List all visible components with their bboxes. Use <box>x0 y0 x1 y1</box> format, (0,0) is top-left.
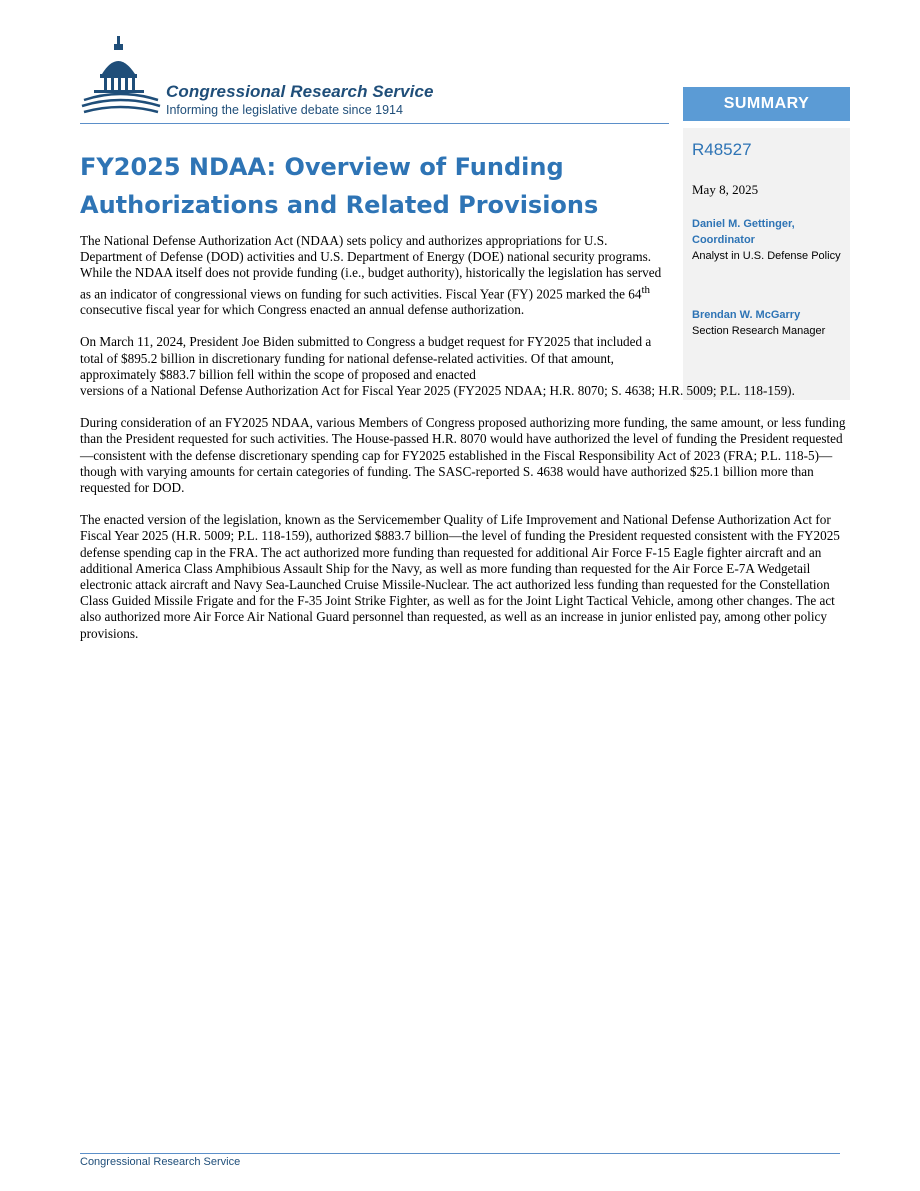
paragraph-2 <box>80 334 850 399</box>
paragraph-4: The enacted version of the legislation, known as the Servicemember Quality of Life Improvement and National Defense Authorization Act for Fiscal Year 2025 (H.R. 5009; P.L. 118-159), authorized $883.7 billion—the level of funding the President requested consistent with the FY2025 defense spending cap in the FRA. The act authorized more funding than requested for additional Air Force F-15 Eagle fighter aircraft and an additional America Class Amphibious Assault Ship for the Navy, as well as more funding than requested for the Air Force E-7A Wedgetail electronic attack aircraft and Navy Sea-Launched Cruise Missile-Nuclear. The act authorized less funding than requested for the Constellation Class Guided Missile Frigate and for the F-35 Joint Strike Fighter, as well as for the Joint Light Tactical Vehicle, among other changes. The act also authorized more Air Force Air National Guard personnel than requested, as well as an increase in junior enlisted pay, among other policy provisions. <box>80 512 840 641</box>
summary-body <box>80 233 850 658</box>
paragraph-2-text-b: versions of a National Defense Authorization Act for Fiscal Year 2025 (FY2025 NDAA; H.R. 8070; S. 4638; H.R. 5009; P.L. 118-159). <box>80 383 795 399</box>
paragraph-1 <box>80 233 672 318</box>
crs-logo <box>80 34 480 124</box>
report-number: R48527 <box>692 140 752 159</box>
report-date: May 8, 2025 <box>692 182 759 197</box>
paragraph-1-text-a: The National Defense Authorization Act (NDAA) sets policy and authorizes appropriations for U.S. Department of Defense (DOD) activities and U.S. Department of Energy (DOE) national security programs. While the NDAA itself does not provide funding (i.e., budget authority), historically the legislation has served as an indicator of congressional views on funding for such activities. Fiscal Year (FY) 2025 marked the 64 <box>80 233 662 301</box>
report-title: FY2025 NDAA: Overview of Funding Authorizations and Related Provisions <box>80 153 599 219</box>
header-divider <box>80 123 669 124</box>
author-2-role: Section Research Manager <box>692 325 826 337</box>
author-1-name: Daniel M. Gettinger, <box>692 218 795 230</box>
footer-divider <box>80 1153 840 1154</box>
paragraph-2-text-a: On March 11, 2024, President Joe Biden submitted to Congress a budget request for FY2025 that included a total of $895.2 billion in discretionary funding for national defense-related activities. Of that amount, approximately $883.7 billion fell within the scope of proposed and enacted <box>80 334 652 382</box>
capitol-dome-icon <box>80 34 164 124</box>
paragraph-1-text-b: consecutive fiscal year for which Congress enacted an annual defense authorization. <box>80 302 525 318</box>
footer-text: Congressional Research Service <box>80 1156 241 1168</box>
brand-tagline: Informing the legislative debate since 1914 <box>166 103 403 117</box>
summary-tab: SUMMARY <box>683 87 850 121</box>
brand-name: Congressional Research Service <box>166 82 434 101</box>
paragraph-3: During consideration of an FY2025 NDAA, various Members of Congress proposed authorizing more funding, the same amount, or less funding than the President requested for such activities. The House-passed H.R. 8070 would have authorized the level of funding the President requested—consistent with the defense discretionary spending cap for FY2025 established in the Fiscal Responsibility Act of 2023 (FRA; P.L. 118-5)—though with varying amounts for certain categories of funding. The SASC-reported S. 4638 would have authorized $25.1 billion more than requested for DOD. <box>80 415 846 496</box>
author-1-role: Analyst in U.S. Defense Policy <box>692 250 841 262</box>
ordinal-suffix: th <box>641 283 651 296</box>
author-2-name: Brendan W. McGarry <box>692 309 801 321</box>
author-1-title: Coordinator <box>692 234 755 246</box>
